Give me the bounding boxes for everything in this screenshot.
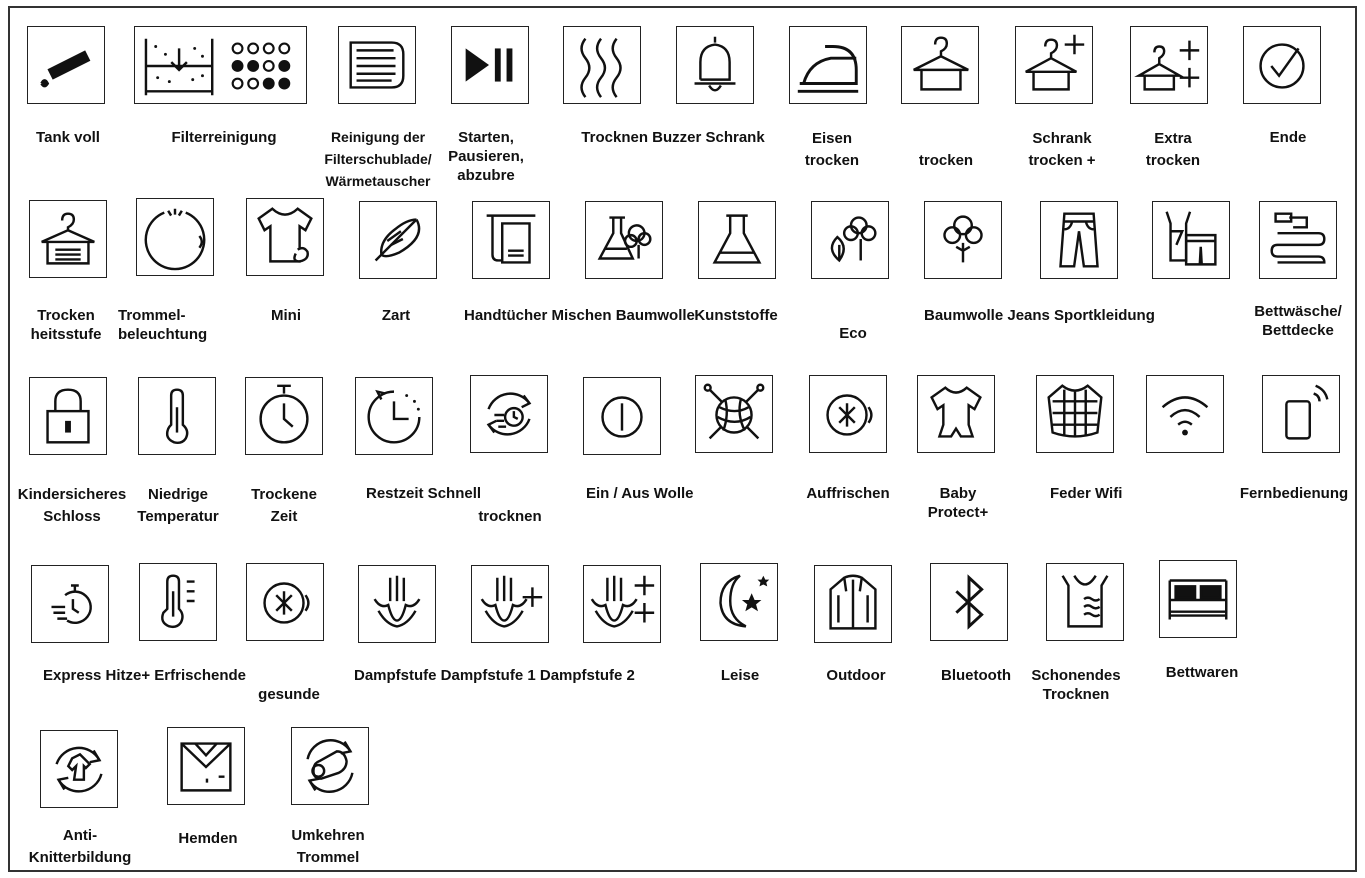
start-pause-icon [451, 26, 529, 104]
bluetooth-icon [930, 563, 1008, 641]
label-bettwaesche-bettdecke: Bettwäsche/ Bettdecke [1254, 303, 1342, 339]
outdoor-jacket-icon [814, 565, 892, 643]
towel-icon [472, 201, 550, 279]
tank-full-icon [27, 26, 105, 104]
remote-control-icon [1262, 375, 1340, 453]
label-starten-pausieren: Starten, Pausieren, abzubre [448, 129, 524, 184]
label-fernbedienung: Fernbedienung [1239, 485, 1349, 502]
mixed-flask-icon [585, 201, 663, 279]
label-leise: Leise [720, 667, 760, 684]
label-reinigung-filterschublade: Reinigung der Filterschublade/ Wärmetauscher [324, 129, 432, 189]
child-lock-icon [29, 377, 107, 455]
label-outdoor: Outdoor [826, 667, 886, 684]
label-trocknen-buzzer-schrank: Trocknen Buzzer Schrank [581, 129, 765, 146]
refresh-fan-icon [809, 375, 887, 453]
power-icon [583, 377, 661, 455]
label-bluetooth: Bluetooth [941, 667, 1011, 684]
buzzer-bell-icon [676, 26, 754, 104]
jeans-icon [1040, 201, 1118, 279]
label-baby-protect: Baby Protect+ [927, 485, 989, 521]
gentle-dry-icon [1046, 563, 1124, 641]
label-filterreinigung: Filterreinigung [171, 129, 277, 146]
label-baumwolle-jeans-sportkleidung: Baumwolle Jeans Sportkleidung [924, 307, 1155, 324]
label-niedrige-temperatur: Niedrige Temperatur [137, 486, 219, 525]
label-schonendes-trocknen: Schonendes Trocknen [1031, 667, 1121, 703]
label-zart: Zart [381, 307, 411, 324]
wool-icon [695, 375, 773, 453]
cotton-icon [924, 201, 1002, 279]
drum-light-icon [136, 198, 214, 276]
label-feder-wifi: Feder Wifi [1050, 485, 1123, 502]
label-tank-voll: Tank voll [36, 129, 100, 146]
mini-shirt-icon [246, 198, 324, 276]
heat-plus-icon [139, 563, 217, 641]
label-ein-aus-wolle: Ein / Aus Wolle [586, 485, 694, 502]
bedding-icon [1259, 201, 1337, 279]
delicate-feather-icon [359, 201, 437, 279]
label-trommelbeleuchtung: Trommel- beleuchtung [118, 307, 208, 343]
bed-icon [1159, 560, 1237, 638]
label-extra-trocken: Extra trocken [1145, 130, 1201, 169]
drying-icon [563, 26, 641, 104]
refresh-healthy-icon [246, 563, 324, 641]
eco-cotton-icon [811, 201, 889, 279]
label-express-hitze-erfrischende: Express Hitze+ Erfrischende [43, 667, 247, 684]
hanger-dry-icon [901, 26, 979, 104]
sportswear-icon [1152, 201, 1230, 279]
steam-level-2-icon [583, 565, 661, 643]
label-eisen-trocken: Eisen trocken [804, 130, 860, 169]
label-restzeit-schnell: Restzeit Schnell [366, 485, 482, 502]
hanger-plus-icon [1015, 26, 1093, 104]
filter-cleaning-icon [134, 26, 307, 104]
filter-drawer-icon [338, 26, 416, 104]
label-bettwaren: Bettwaren [1165, 664, 1239, 681]
anti-crease-icon [40, 730, 118, 808]
steam-level-1-icon [471, 565, 549, 643]
label-anti-knitterbildung: Anti- Knitterbildung [28, 827, 132, 866]
label-schrank-trocken-plus: Schrank trocken + [1028, 130, 1096, 169]
timer-icon [245, 377, 323, 455]
label-trocknen: trocknen [478, 508, 542, 525]
label-auffrischen: Auffrischen [806, 485, 890, 502]
reverse-drum-icon [291, 727, 369, 805]
steam-icon [358, 565, 436, 643]
wifi-icon [1146, 375, 1224, 453]
hanger-double-plus-icon [1130, 26, 1208, 104]
label-kunststoffe: Kunststoffe [694, 307, 778, 324]
baby-bodysuit-icon [917, 375, 995, 453]
express-icon [31, 565, 109, 643]
shirt-icon [167, 727, 245, 805]
end-check-icon [1243, 26, 1321, 104]
label-ende: Ende [1269, 129, 1307, 146]
synthetic-flask-icon [698, 201, 776, 279]
thermometer-icon [138, 377, 216, 455]
iron-icon [789, 26, 867, 104]
label-kindersicheres-schloss: Kindersicheres Schloss [17, 486, 127, 525]
remaining-time-icon [355, 377, 433, 455]
label-dampfstufen: Dampfstufe Dampfstufe 1 Dampfstufe 2 [354, 667, 635, 684]
label-eco: Eco [839, 325, 867, 342]
label-handtuecher-mischen-baumwolle: Handtücher Mischen Baumwolle [464, 307, 695, 324]
label-umkehren-trommel: Umkehren Trommel [291, 827, 365, 866]
quick-dry-icon [470, 375, 548, 453]
label-mini: Mini [271, 307, 301, 324]
label-trocken: trocken [918, 152, 974, 169]
hanger-level-icon [29, 200, 107, 278]
quiet-moon-icon [700, 563, 778, 641]
down-jacket-icon [1036, 375, 1114, 453]
label-gesunde: gesunde [258, 686, 320, 703]
label-trocken-heitsstufe: Trocken heitsstufe [30, 307, 102, 343]
label-trockene-zeit: Trockene Zeit [251, 486, 317, 525]
label-hemden: Hemden [178, 830, 238, 847]
